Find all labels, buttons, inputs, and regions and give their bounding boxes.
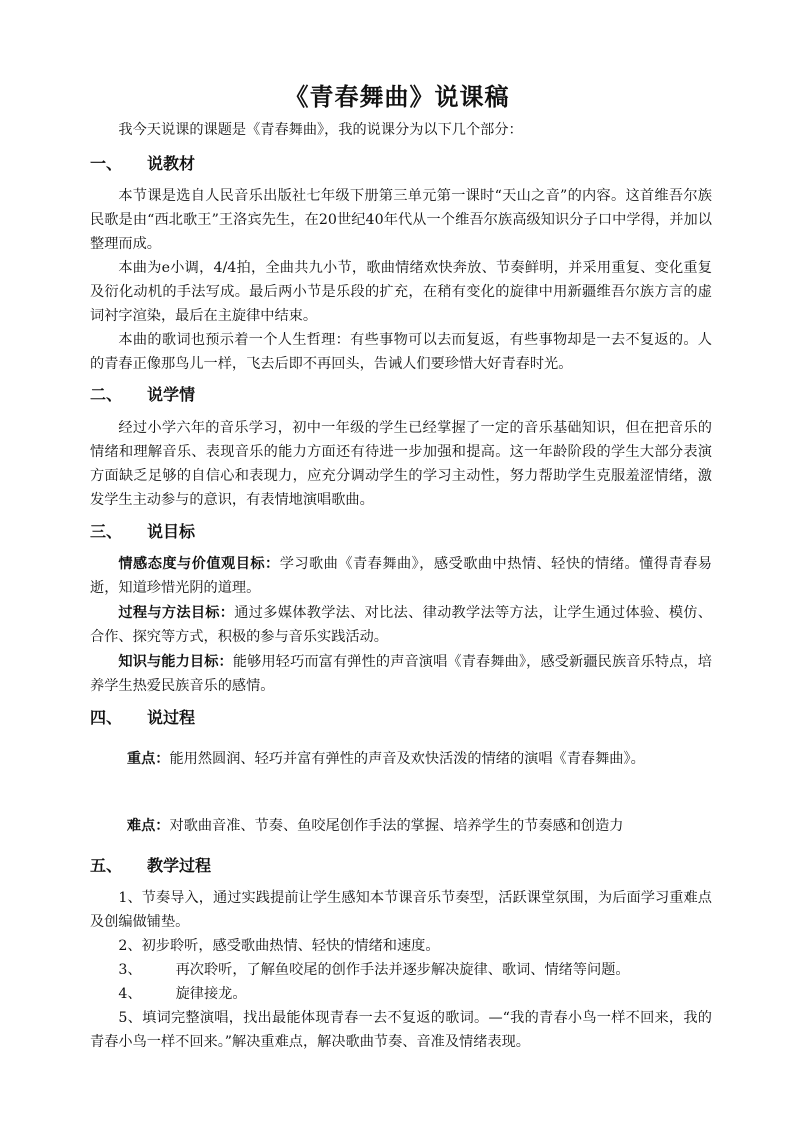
intro-paragraph: 我今天说课的课题是《青春舞曲》，我的说课分为以下几个部分：: [118, 122, 523, 138]
goal-knowledge-text: 能够用轻巧而富有弹性的声音演唱《青春舞曲》，感受新疆民族音乐特点，培养学生热爱民族音乐的感情。: [90, 654, 712, 694]
difficult-point-text: 对歌曲音准、节奏、鱼咬尾创作手法的掌握、培养学生的节奏感和创造力: [169, 818, 624, 834]
teaching-step-4: [90, 982, 712, 1006]
section-number: 二、: [90, 385, 123, 404]
difficult-point-label: 难点：: [126, 818, 170, 834]
section-label: 说教材: [147, 154, 196, 173]
teaching-step-4-text: 旋律接龙。: [175, 986, 247, 1002]
textbook-paragraph-2: 本曲为e小调，4/4拍，全曲共九小节，歌曲情绪欢快奔放、节奏鲜明，并采用重复、变化重复及衍化动机的手法写成。最后两小节是乐段的扩充，在稍有变化的旋律中用新疆维吾尔族方言的虚词衬字渲染，最后在主旋律中结束。: [90, 260, 712, 324]
section-label: 说学情: [147, 385, 196, 404]
teaching-step-3-text: 再次聆听，了解鱼咬尾的创作手法并逐步解决旋律、歌词、情绪等问题。: [175, 962, 630, 978]
section-heading-goals: [90, 520, 195, 544]
section-heading-teaching: [90, 854, 211, 878]
section-number: 一、: [90, 154, 123, 173]
section-label: 说过程: [147, 708, 196, 727]
key-point-label: 重点：: [126, 751, 170, 767]
teaching-step-2: 2、初步聆听，感受歌曲热情、轻快的情绪和速度。: [118, 938, 440, 954]
goal-process-text: 通过多媒体教学法、对比法、律动教学法等方法，让学生通过体验、模仿、合作、探究等方式，积极的参与音乐实践活动。: [90, 605, 712, 645]
section-heading-textbook: [90, 152, 195, 176]
teaching-step-4-number: 4、: [118, 986, 142, 1002]
key-point: [90, 740, 712, 779]
section-heading-process: [90, 706, 195, 730]
textbook-paragraph-3: 本曲的歌词也预示着一个人生哲理：有些事物可以去而复返，有些事物却是一去不复返的。人的青春正像那鸟儿一样，飞去后即不再回头，告诫人们要珍惜大好青春时光。: [90, 332, 712, 372]
section-heading-students: [90, 383, 195, 407]
students-paragraph: 经过小学六年的音乐学习，初中一年级的学生已经掌握了一定的音乐基础知识，但在把音乐的情绪和理解音乐、表现音乐的能力方面还有待进一步加强和提高。这一年龄阶段的学生大部分表演方面缺乏足够的自信心和表现力，应充分调动学生的学习主动性，努力帮助学生克服羞涩情绪，激发学生主动参与的意识，有表情地演唱歌曲。: [90, 420, 712, 508]
goal-knowledge: [90, 650, 712, 698]
section-number: 三、: [90, 522, 123, 541]
textbook-paragraph-1: 本节课是选自人民音乐出版社七年级下册第三单元第一课时“天山之音”的内容。这首维吾尔族民歌是由“西北歌王”王洛宾先生，在20世纪40年代从一个维吾尔族高级知识分子口中学得，并加以整理而成。: [90, 188, 712, 252]
key-point-text: 能用然圆润、轻巧并富有弹性的声音及欢快活泼的情绪的演唱《青春舞曲》。: [169, 751, 645, 767]
section-label: 说目标: [147, 522, 196, 541]
section-number: 四、: [90, 708, 123, 727]
teaching-step-3: [90, 958, 712, 982]
teaching-step-5: 5、填词完整演唱，找出最能体现青春一去不复返的歌词。—“我的青春小鸟一样不回来，我的青春小鸟一样不回来。”解决重难点，解决歌曲节奏、音准及情绪表现。: [90, 1010, 712, 1050]
section-label: 教学过程: [147, 856, 212, 875]
goal-emotion: [90, 552, 712, 600]
goal-emotion-text: 学习歌曲《青春舞曲》，感受歌曲中热情、轻快的情绪。懂得青春易逝，知道珍惜光阴的道理。: [90, 556, 712, 596]
goal-emotion-label: 情感态度与价值观目标：: [118, 556, 280, 572]
goal-process-label: 过程与方法目标：: [118, 605, 235, 621]
goal-process: [90, 601, 712, 649]
section-number: 五、: [90, 856, 123, 875]
teaching-step-3-number: 3、: [118, 962, 142, 978]
teaching-step-1: 1、节奏导入，通过实践提前让学生感知本节课音乐节奏型，活跃课堂氛围，为后面学习重难点及创编做铺垫。: [90, 890, 712, 930]
difficult-point: [90, 807, 712, 846]
goal-knowledge-label: 知识与能力目标：: [118, 654, 233, 670]
document-title: 《青春舞曲》说课稿: [284, 82, 510, 111]
